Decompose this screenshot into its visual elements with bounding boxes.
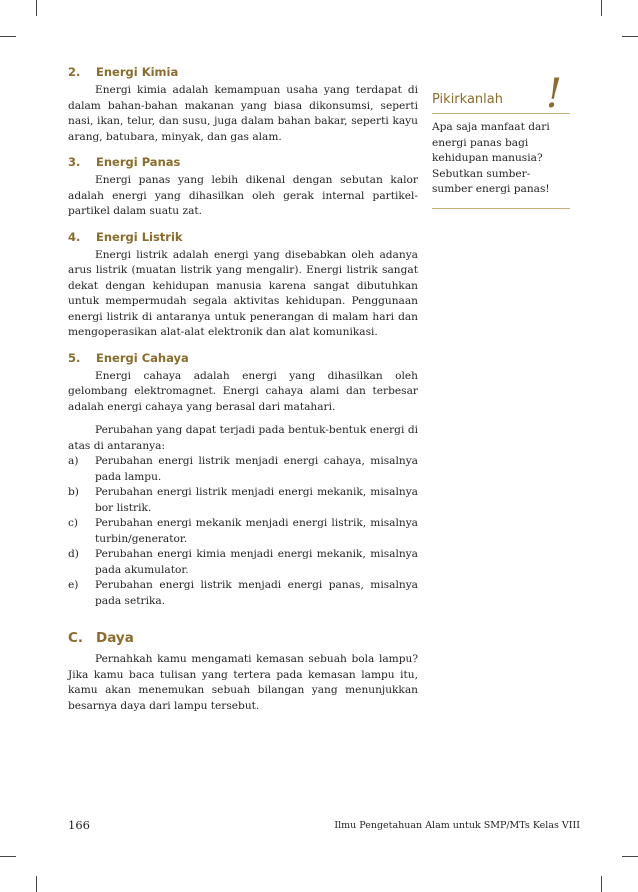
list-marker: d)	[68, 548, 79, 560]
crop-mark	[36, 876, 37, 892]
sidebar-box	[432, 71, 570, 209]
list-text: Perubahan energi listrik menjadi energi cahaya, misalnya pada lampu.	[95, 455, 418, 483]
list-text: Perubahan energi listrik menjadi energi mekanik, misalnya bor listrik.	[95, 486, 418, 514]
section-number: 4.	[68, 229, 81, 244]
list-item	[68, 547, 418, 578]
section-heading	[68, 154, 418, 170]
section-number: 2.	[68, 65, 81, 79]
list-marker: c)	[68, 517, 79, 529]
section-title: Energi Listrik	[96, 229, 183, 244]
list-item	[68, 485, 418, 516]
section-title: Energi Panas	[96, 155, 181, 169]
list-marker: a)	[68, 455, 79, 467]
book-title: Ilmu Pengetahuan Alam untuk SMP/MTs Kelas VIII	[334, 820, 580, 831]
section-heading	[68, 229, 418, 245]
list-marker: b)	[68, 486, 79, 498]
paragraph: Pernahkah kamu mengamati kemasan sebuah bola lampu? Jika kamu baca tulisan yang tertera pada kemasan lampu itu, kamu akan menemukan sebuah bilangan yang menunjukkan besarnya daya dari lampu tersebut.	[68, 653, 418, 712]
exclamation-icon: !	[545, 71, 562, 117]
section-number: 5.	[68, 350, 81, 365]
section-c-heading	[68, 629, 418, 647]
crop-mark	[0, 36, 16, 37]
crop-mark	[622, 36, 638, 37]
paragraph: Energi listrik adalah energi yang disebabkan oleh adanya arus listrik (muatan listrik yang mengalir). Energi listrik sangat dekat dengan kehidupan manusia karena sangat dibutuhkan untuk mempermudah segala aktivitas kehidupan. Penggunaan energi listrik di antaranya untuk penerangan di malam hari dan mengoperasikan alat-alat elektronik dan alat komunikasi.	[68, 248, 418, 338]
list-item	[68, 516, 418, 547]
divider	[432, 208, 570, 209]
paragraph: Energi kimia adalah kemampuan usaha yang terdapat di dalam bahan-bahan makanan yang biasa dikonsumsi, seperti nasi, ikan, telur, dan susu, juga dalam bahan bakar, seperti kayu arang, batubara, minyak, dan gas alam.	[68, 84, 418, 143]
crop-mark	[601, 0, 602, 16]
list-text: Perubahan energi kimia menjadi energi mekanik, misalnya pada akumulator.	[95, 548, 418, 576]
list-text: Perubahan energi mekanik menjadi energi listrik, misalnya turbin/generator.	[95, 517, 418, 545]
section-title: Energi Kimia	[96, 65, 179, 79]
sidebar-question: Apa saja manfaat dari energi panas bagi kehidupan manusia? Sebutkan sumber-sumber energi panas!	[432, 121, 550, 195]
list-text: Perubahan energi listrik menjadi energi panas, misalnya pada setrika.	[95, 579, 418, 607]
changes-intro: Perubahan yang dapat terjadi pada bentuk-bentuk energi di atas di antaranya:	[68, 424, 418, 452]
section-heading	[68, 64, 418, 80]
section-title: Daya	[96, 630, 134, 646]
main-column	[68, 64, 418, 714]
list-marker: e)	[68, 579, 79, 591]
crop-mark	[601, 876, 602, 892]
crop-mark	[622, 856, 638, 857]
list-item	[68, 578, 418, 609]
section-heading	[68, 350, 418, 366]
section-number: 3.	[68, 155, 81, 169]
section-title: Energi Cahaya	[96, 350, 189, 365]
section-number: C.	[68, 630, 84, 646]
paragraph: Energi cahaya adalah energi yang dihasilkan oleh gelombang elektromagnet. Energi cahaya alami dan terbesar adalah energi cahaya yang berasal dari matahari.	[68, 369, 418, 413]
page-number: 166	[68, 818, 90, 832]
list-item	[68, 454, 418, 485]
crop-mark	[0, 856, 16, 857]
paragraph: Energi panas yang lebih dikenal dengan sebutan kalor adalah energi yang dihasilkan oleh gerak internal partikel-partikel dalam suatu zat.	[68, 174, 418, 217]
sidebar-title: Pikirkanlah	[432, 92, 503, 107]
crop-mark	[36, 0, 37, 16]
